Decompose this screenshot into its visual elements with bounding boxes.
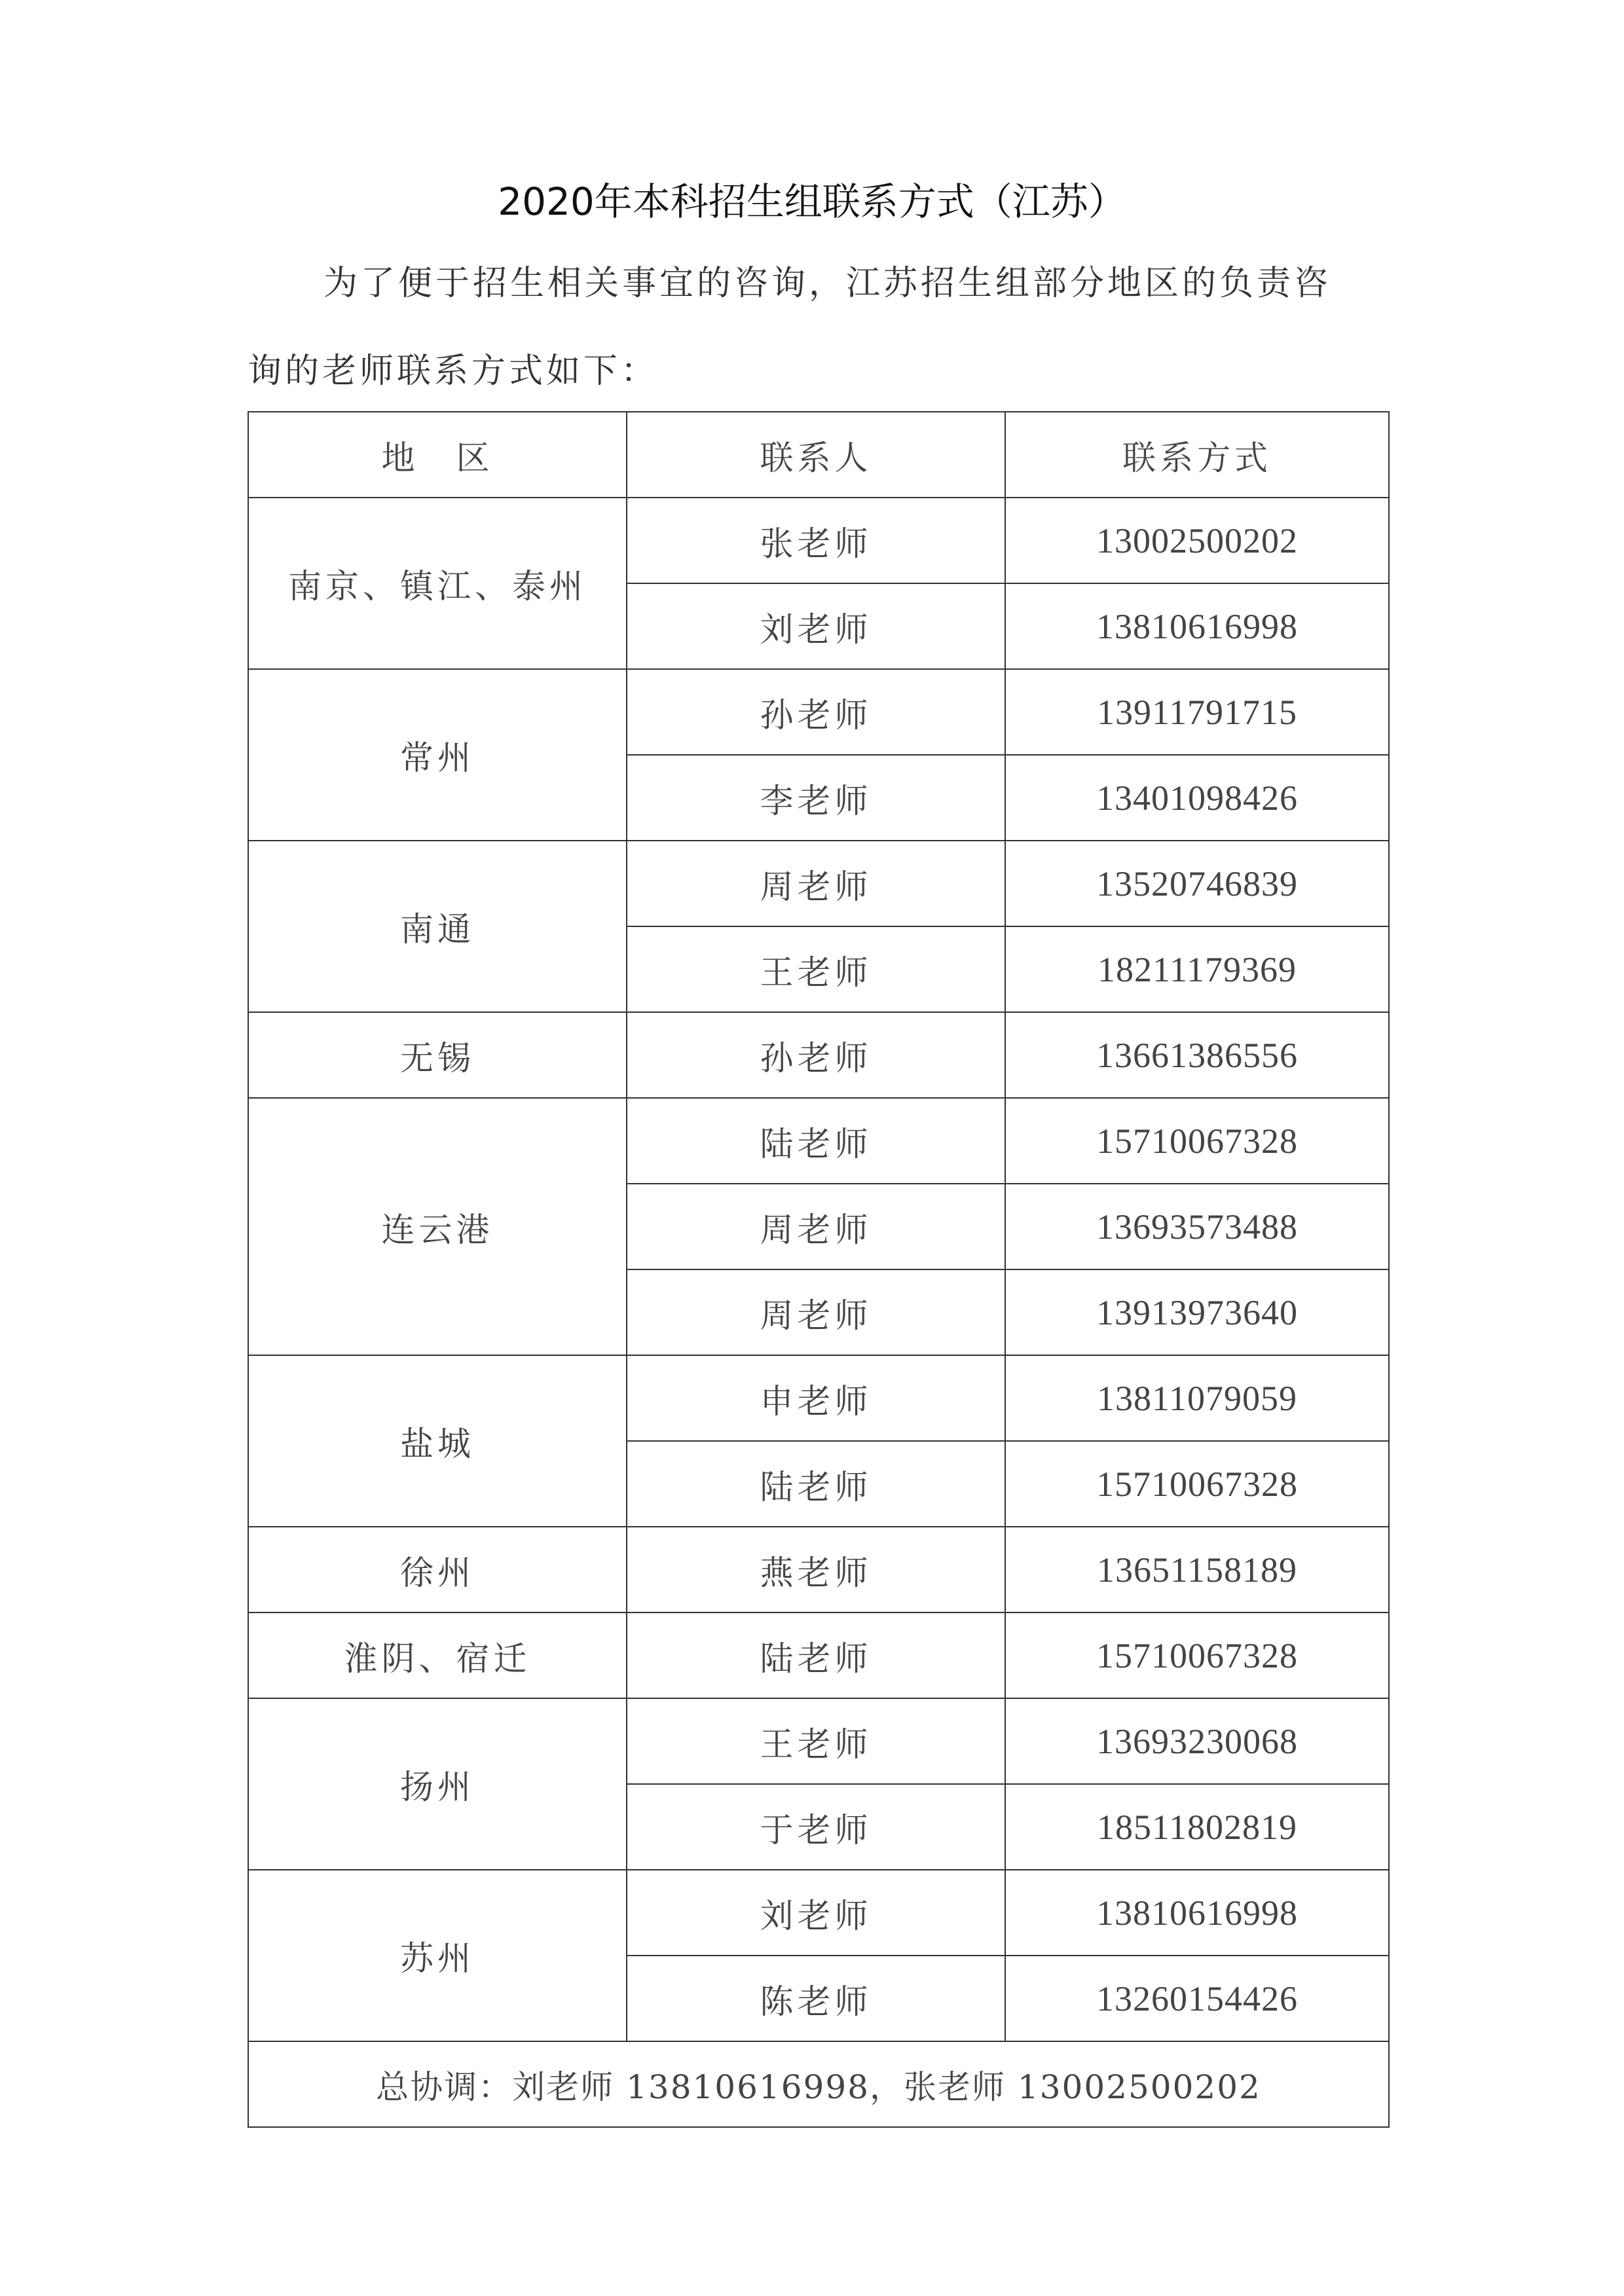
table-header-row [248,412,1389,498]
intro-line-1: 为了便于招生相关事宜的咨询，江苏招生组部分地区的负责咨 [323,264,1332,303]
contact-name: 刘老师 [627,583,1005,669]
contact-phone: 13810616998 [1005,583,1389,669]
table-row [248,1698,1389,1784]
contact-name: 王老师 [627,926,1005,1012]
contact-phone: 13661386556 [1005,1012,1389,1098]
region-cell: 苏州 [248,1870,627,2041]
contact-phone: 13913973640 [1005,1269,1389,1355]
contact-phone: 13693573488 [1005,1184,1389,1269]
contact-name: 孙老师 [627,1012,1005,1098]
region-cell: 盐城 [248,1355,627,1527]
table-row [248,498,1389,583]
contact-phone: 15710067328 [1005,1613,1389,1698]
contact-phone: 15710067328 [1005,1441,1389,1527]
table-row [248,1613,1389,1698]
contact-table [248,411,1390,2128]
contact-phone: 13401098426 [1005,755,1389,841]
region-cell: 淮阴、宿迁 [248,1613,627,1698]
table-footer-row [248,2041,1389,2127]
contact-name: 刘老师 [627,1870,1005,1956]
contact-phone: 18511802819 [1005,1784,1389,1870]
contact-phone: 13002500202 [1005,498,1389,583]
region-cell: 南通 [248,841,627,1012]
coordinator-note: 总协调：刘老师 13810616998，张老师 13002500202 [248,2041,1389,2127]
contact-name: 燕老师 [627,1527,1005,1613]
table-row [248,1098,1389,1184]
region-cell: 扬州 [248,1698,627,1870]
header-phone: 联系方式 [1005,412,1389,498]
contact-name: 孙老师 [627,669,1005,755]
contact-phone: 18211179369 [1005,926,1389,1012]
contact-name: 陆老师 [627,1441,1005,1527]
table-row [248,1355,1389,1441]
intro-line-2: 询的老师联系方式如下： [248,352,659,391]
contact-name: 王老师 [627,1698,1005,1784]
region-cell: 无锡 [248,1012,627,1098]
region-cell: 常州 [248,669,627,841]
table-row [248,841,1389,926]
contact-name: 周老师 [627,1184,1005,1269]
contact-phone: 15710067328 [1005,1098,1389,1184]
table-row [248,1527,1389,1613]
contact-name: 陈老师 [627,1956,1005,2041]
contact-name: 周老师 [627,841,1005,926]
region-cell: 连云港 [248,1098,627,1355]
table-row [248,1870,1389,1956]
contact-name: 申老师 [627,1355,1005,1441]
contact-name: 周老师 [627,1269,1005,1355]
contact-phone: 13693230068 [1005,1698,1389,1784]
contact-phone: 13810616998 [1005,1870,1389,1956]
contact-phone: 13811079059 [1005,1355,1389,1441]
contact-name: 于老师 [627,1784,1005,1870]
table-row [248,1012,1389,1098]
header-region: 地 区 [248,412,627,498]
contact-phone: 13651158189 [1005,1527,1389,1613]
contact-phone: 13520746839 [1005,841,1389,926]
header-contact: 联系人 [627,412,1005,498]
table-row [248,669,1389,755]
contact-name: 张老师 [627,498,1005,583]
contact-phone: 13911791715 [1005,669,1389,755]
contact-name: 陆老师 [627,1613,1005,1698]
region-cell: 南京、镇江、泰州 [248,498,627,669]
contact-name: 陆老师 [627,1098,1005,1184]
contact-phone: 13260154426 [1005,1956,1389,2041]
page-title: 2020年本科招生组联系方式（江苏） [498,179,1126,224]
region-cell: 徐州 [248,1527,627,1613]
contact-name: 李老师 [627,755,1005,841]
